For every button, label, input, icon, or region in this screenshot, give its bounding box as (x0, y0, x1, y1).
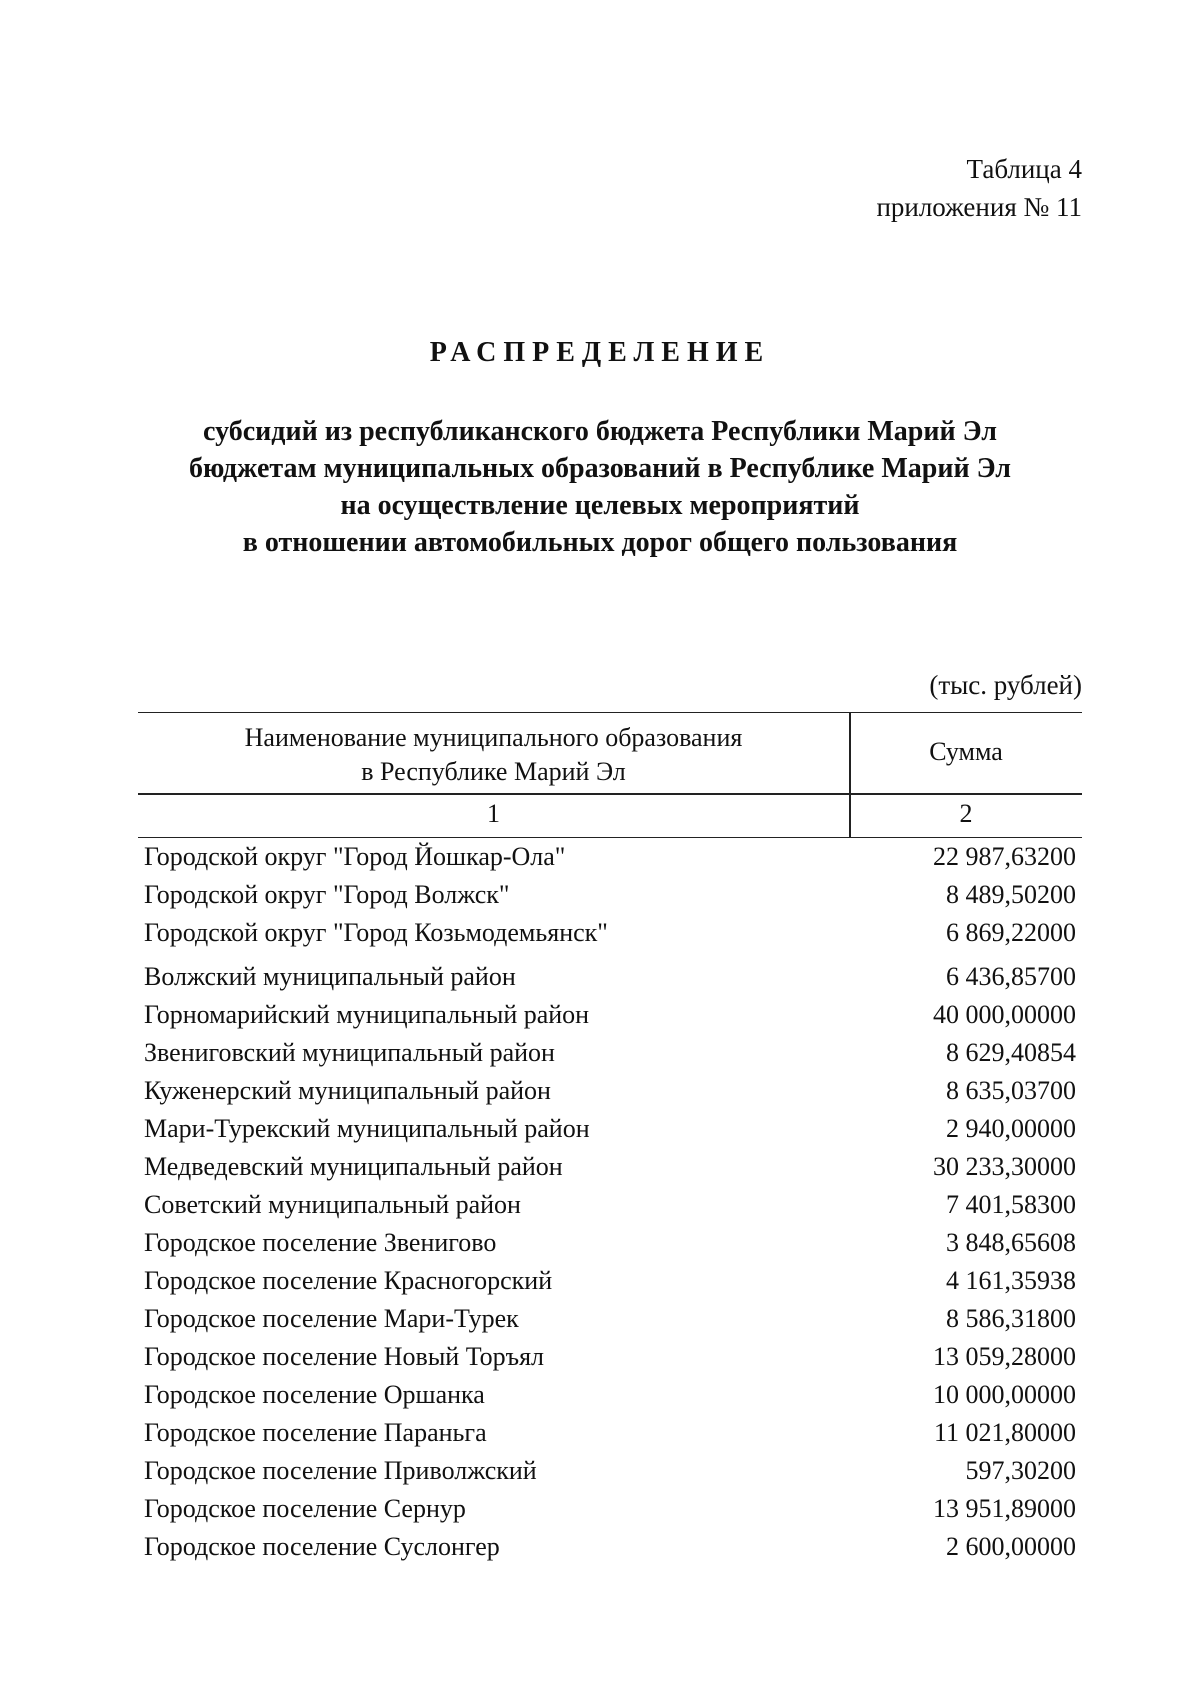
subsidy-amount: 40 000,00000 (933, 1000, 1076, 1029)
municipality-name: Медведевский муниципальный район (144, 1152, 563, 1181)
table-row (138, 1150, 1082, 1188)
table-row (138, 840, 1082, 878)
table-row (138, 998, 1082, 1036)
table-row (138, 1188, 1082, 1226)
municipality-name: Горномарийский муниципальный район (144, 1000, 590, 1029)
municipality-name: Мари-Турекский муниципальный район (144, 1114, 590, 1143)
subsidy-amount: 4 161,35938 (946, 1266, 1076, 1295)
subsidy-amount: 10 000,00000 (933, 1380, 1076, 1409)
subsidy-amount: 11 021,80000 (933, 1418, 1076, 1447)
table-row (138, 1302, 1082, 1340)
subsidy-amount: 8 635,03700 (946, 1076, 1076, 1105)
subsidy-amount: 8 489,50200 (946, 880, 1076, 909)
subsidy-amount: 2 600,00000 (946, 1532, 1076, 1561)
subsidy-amount: 8 586,31800 (946, 1304, 1076, 1333)
municipality-name: Городское поселение Параньга (144, 1418, 487, 1447)
header-name-column (138, 721, 849, 789)
column-number-2: 2 (959, 799, 973, 828)
subsidy-amount: 7 401,58300 (946, 1190, 1076, 1219)
column-number-1: 1 (487, 799, 500, 828)
subsidy-amount: 6 869,22000 (946, 918, 1076, 947)
municipality-name: Городское поселение Приволжский (144, 1456, 537, 1485)
table-row (138, 1036, 1082, 1074)
municipality-name: Городской округ "Город Волжск" (144, 880, 510, 909)
units-label: (тыс. рублей) (929, 670, 1082, 700)
table-label: Таблица 4 (966, 154, 1082, 184)
table-row (138, 1340, 1082, 1378)
subsidy-amount: 30 233,30000 (933, 1152, 1076, 1181)
subsidy-amount: 2 940,00000 (946, 1114, 1076, 1143)
municipality-name: Городской округ "Город Йошкар-Ола" (144, 842, 566, 871)
subsidy-amount: 13 951,89000 (933, 1494, 1076, 1523)
header-divider (138, 793, 1082, 795)
subsidy-amount: 597,30200 (965, 1456, 1076, 1485)
table-row (138, 1454, 1082, 1492)
municipality-name: Городское поселение Оршанка (144, 1380, 485, 1409)
municipality-name: Городское поселение Новый Торъял (144, 1342, 545, 1371)
table-reference (876, 150, 1082, 226)
appendix-label: приложения № 11 (876, 192, 1082, 222)
subtitle-line: на осуществление целевых мероприятий (340, 490, 860, 521)
table-row (138, 1226, 1082, 1264)
table-row (138, 916, 1082, 960)
table-row (138, 1074, 1082, 1112)
header-name-line: в Республике Марий Эл (361, 757, 626, 786)
municipality-name: Советский муниципальный район (144, 1190, 521, 1219)
table-row (138, 1416, 1082, 1454)
municipality-name: Куженерский муниципальный район (144, 1076, 551, 1105)
municipality-name: Городское поселение Суслонгер (144, 1532, 500, 1561)
table-row (138, 1492, 1082, 1530)
municipality-name: Городской округ "Город Козьмодемьянск" (144, 918, 608, 947)
subsidy-amount: 13 059,28000 (933, 1342, 1076, 1371)
table-row (138, 878, 1082, 916)
subsidy-amount: 6 436,85700 (946, 962, 1076, 991)
subtitle-line: в отношении автомобильных дорог общего пользования (242, 527, 958, 558)
table-row (138, 1264, 1082, 1302)
municipality-name: Городское поселение Мари-Турек (144, 1304, 519, 1333)
municipality-name: Звениговский муниципальный район (144, 1038, 555, 1067)
municipality-name: Городское поселение Звенигово (144, 1228, 497, 1257)
municipality-name: Городское поселение Сернур (144, 1494, 466, 1523)
subsidy-amount: 22 987,63200 (933, 842, 1076, 871)
table-row (138, 1530, 1082, 1568)
table-row (138, 1378, 1082, 1416)
subsidy-amount: 3 848,65608 (946, 1228, 1076, 1257)
subtitle-line: субсидий из республиканского бюджета Республики Марий Эл (203, 416, 997, 447)
document-subtitle (0, 413, 1200, 561)
document-title: РАСПРЕДЕЛЕНИЕ (429, 337, 771, 368)
municipality-name: Городское поселение Красногорский (144, 1266, 553, 1295)
table-header (138, 712, 1082, 838)
table-row (138, 960, 1082, 998)
subsidy-amount: 8 629,40854 (946, 1038, 1076, 1067)
header-sum-column: Сумма (929, 737, 1003, 766)
table-body (138, 838, 1082, 1568)
allocation-table (138, 712, 1082, 1568)
municipality-name: Волжский муниципальный район (144, 962, 516, 991)
header-name-line: Наименование муниципального образования (244, 723, 743, 752)
table-row (138, 1112, 1082, 1150)
subtitle-line: бюджетам муниципальных образований в Республике Марий Эл (189, 453, 1011, 484)
